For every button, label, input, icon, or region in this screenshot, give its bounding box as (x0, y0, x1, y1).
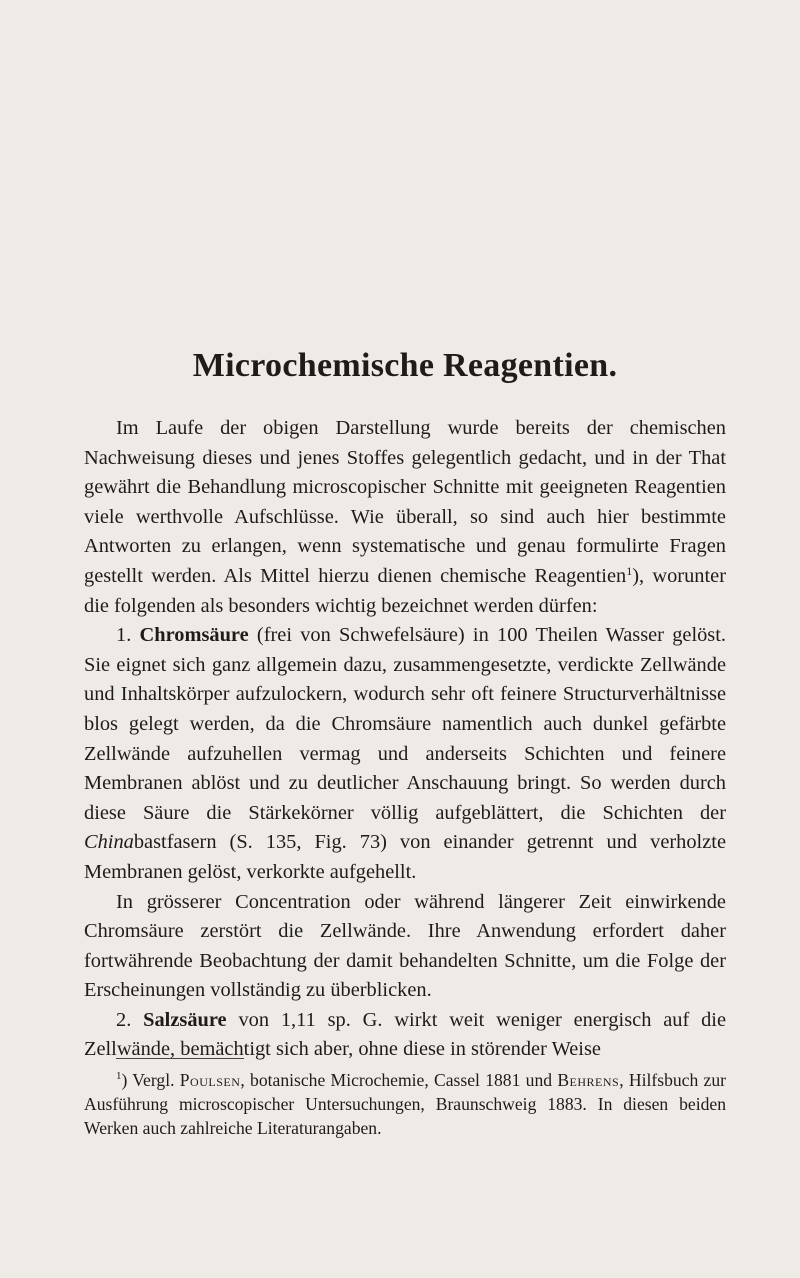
footnote (84, 1068, 726, 1140)
item-text-end: bastfasern (S. 135, Fig. 73) von einander getrennt und verholzte Membranen gelöst, verkorkte aufgehellt. (84, 831, 726, 883)
item-paragraph-continuation: In grösserer Concentration oder während längerer Zeit einwirkende Chromsäure zerstört die Zellwände. Ihre Anwendung erfordert daher fortwährende Beobachtung der damit behandelten Schnitte, um die Folge der Erscheinungen vollständig zu überblicken. (84, 890, 726, 1002)
footnote-text: , Hilfsbuch zur Ausführung microscopischer Untersuchungen, Braunschweig 1883. In diesen beiden Werken auch zahlreiche Literaturangaben. (84, 1070, 726, 1138)
item-number: 2. (116, 1008, 132, 1031)
reagent-name: Salzsäure (143, 1008, 227, 1031)
footnote-mark: 1 (116, 1070, 122, 1082)
reagent-name: Chromsäure (139, 624, 249, 647)
item-text: (frei von Schwefelsäure) in 100 Theilen Wasser gelöst. Sie eignet sich ganz allgemein dazu, zusammengesetzte, verdickte Zellwände und Inhaltskörper aufzulockern, wodurch sehr oft feinere Structurverhältnisse blos gelegt werden, da die Chromsäure namentlich auch dunkel gefärbte Zellwände aufzuhellen vermag und anderseits Schichten und feinere Membranen ablöst und zu deutlicher Anschauung bringt. So werden durch diese Säure die Stärkekörner völlig aufgeblättert, die Schichten der (84, 624, 726, 824)
intro-text-end: ), worunter die folgenden als besonders wichtig bezeichnet werden dürfen: (84, 564, 726, 617)
item-paragraph-chromsaeure (84, 621, 726, 887)
intro-paragraph (84, 414, 726, 621)
chapter-title: Microchemische Reagentien. (192, 347, 618, 384)
book-page (84, 0, 726, 1278)
body-text (84, 414, 726, 1065)
footnote-reference[interactable]: 1 (626, 563, 633, 578)
item-paragraph-salzsaeure (84, 1006, 726, 1065)
footnote-text: , botanische Microchemie, Cassel 1881 und (240, 1070, 558, 1090)
item-number: 1. (116, 624, 132, 647)
footnote-paragraph (84, 1068, 726, 1140)
footnote-text: ) Vergl. (121, 1070, 180, 1090)
intro-text: Im Laufe der obigen Darstellung wurde bereits der chemischen Nachweisung dieses und jenes Stoffes gelegentlich gedacht, und in der That gewährt die Behandlung microscopischer Schnitte mit geeigneten Reagentien viele werthvolle Aufschlüsse. Wie überall, so sind auch hier bestimmte Antworten zu erlangen, wenn systematische und genau formulirte Fragen gestellt werden. Als Mittel hierzu dienen chemische Reagentien (84, 417, 726, 587)
italic-term: China (84, 831, 134, 854)
item-text: von 1,11 sp. G. wirkt weit weniger energisch auf die Zellwände, bemächtigt sich aber, ohne diese in störender Weise (84, 1008, 726, 1061)
footnote-divider (116, 1058, 244, 1059)
author-name: Poulsen (179, 1070, 241, 1090)
author-name: Behrens (557, 1070, 620, 1090)
